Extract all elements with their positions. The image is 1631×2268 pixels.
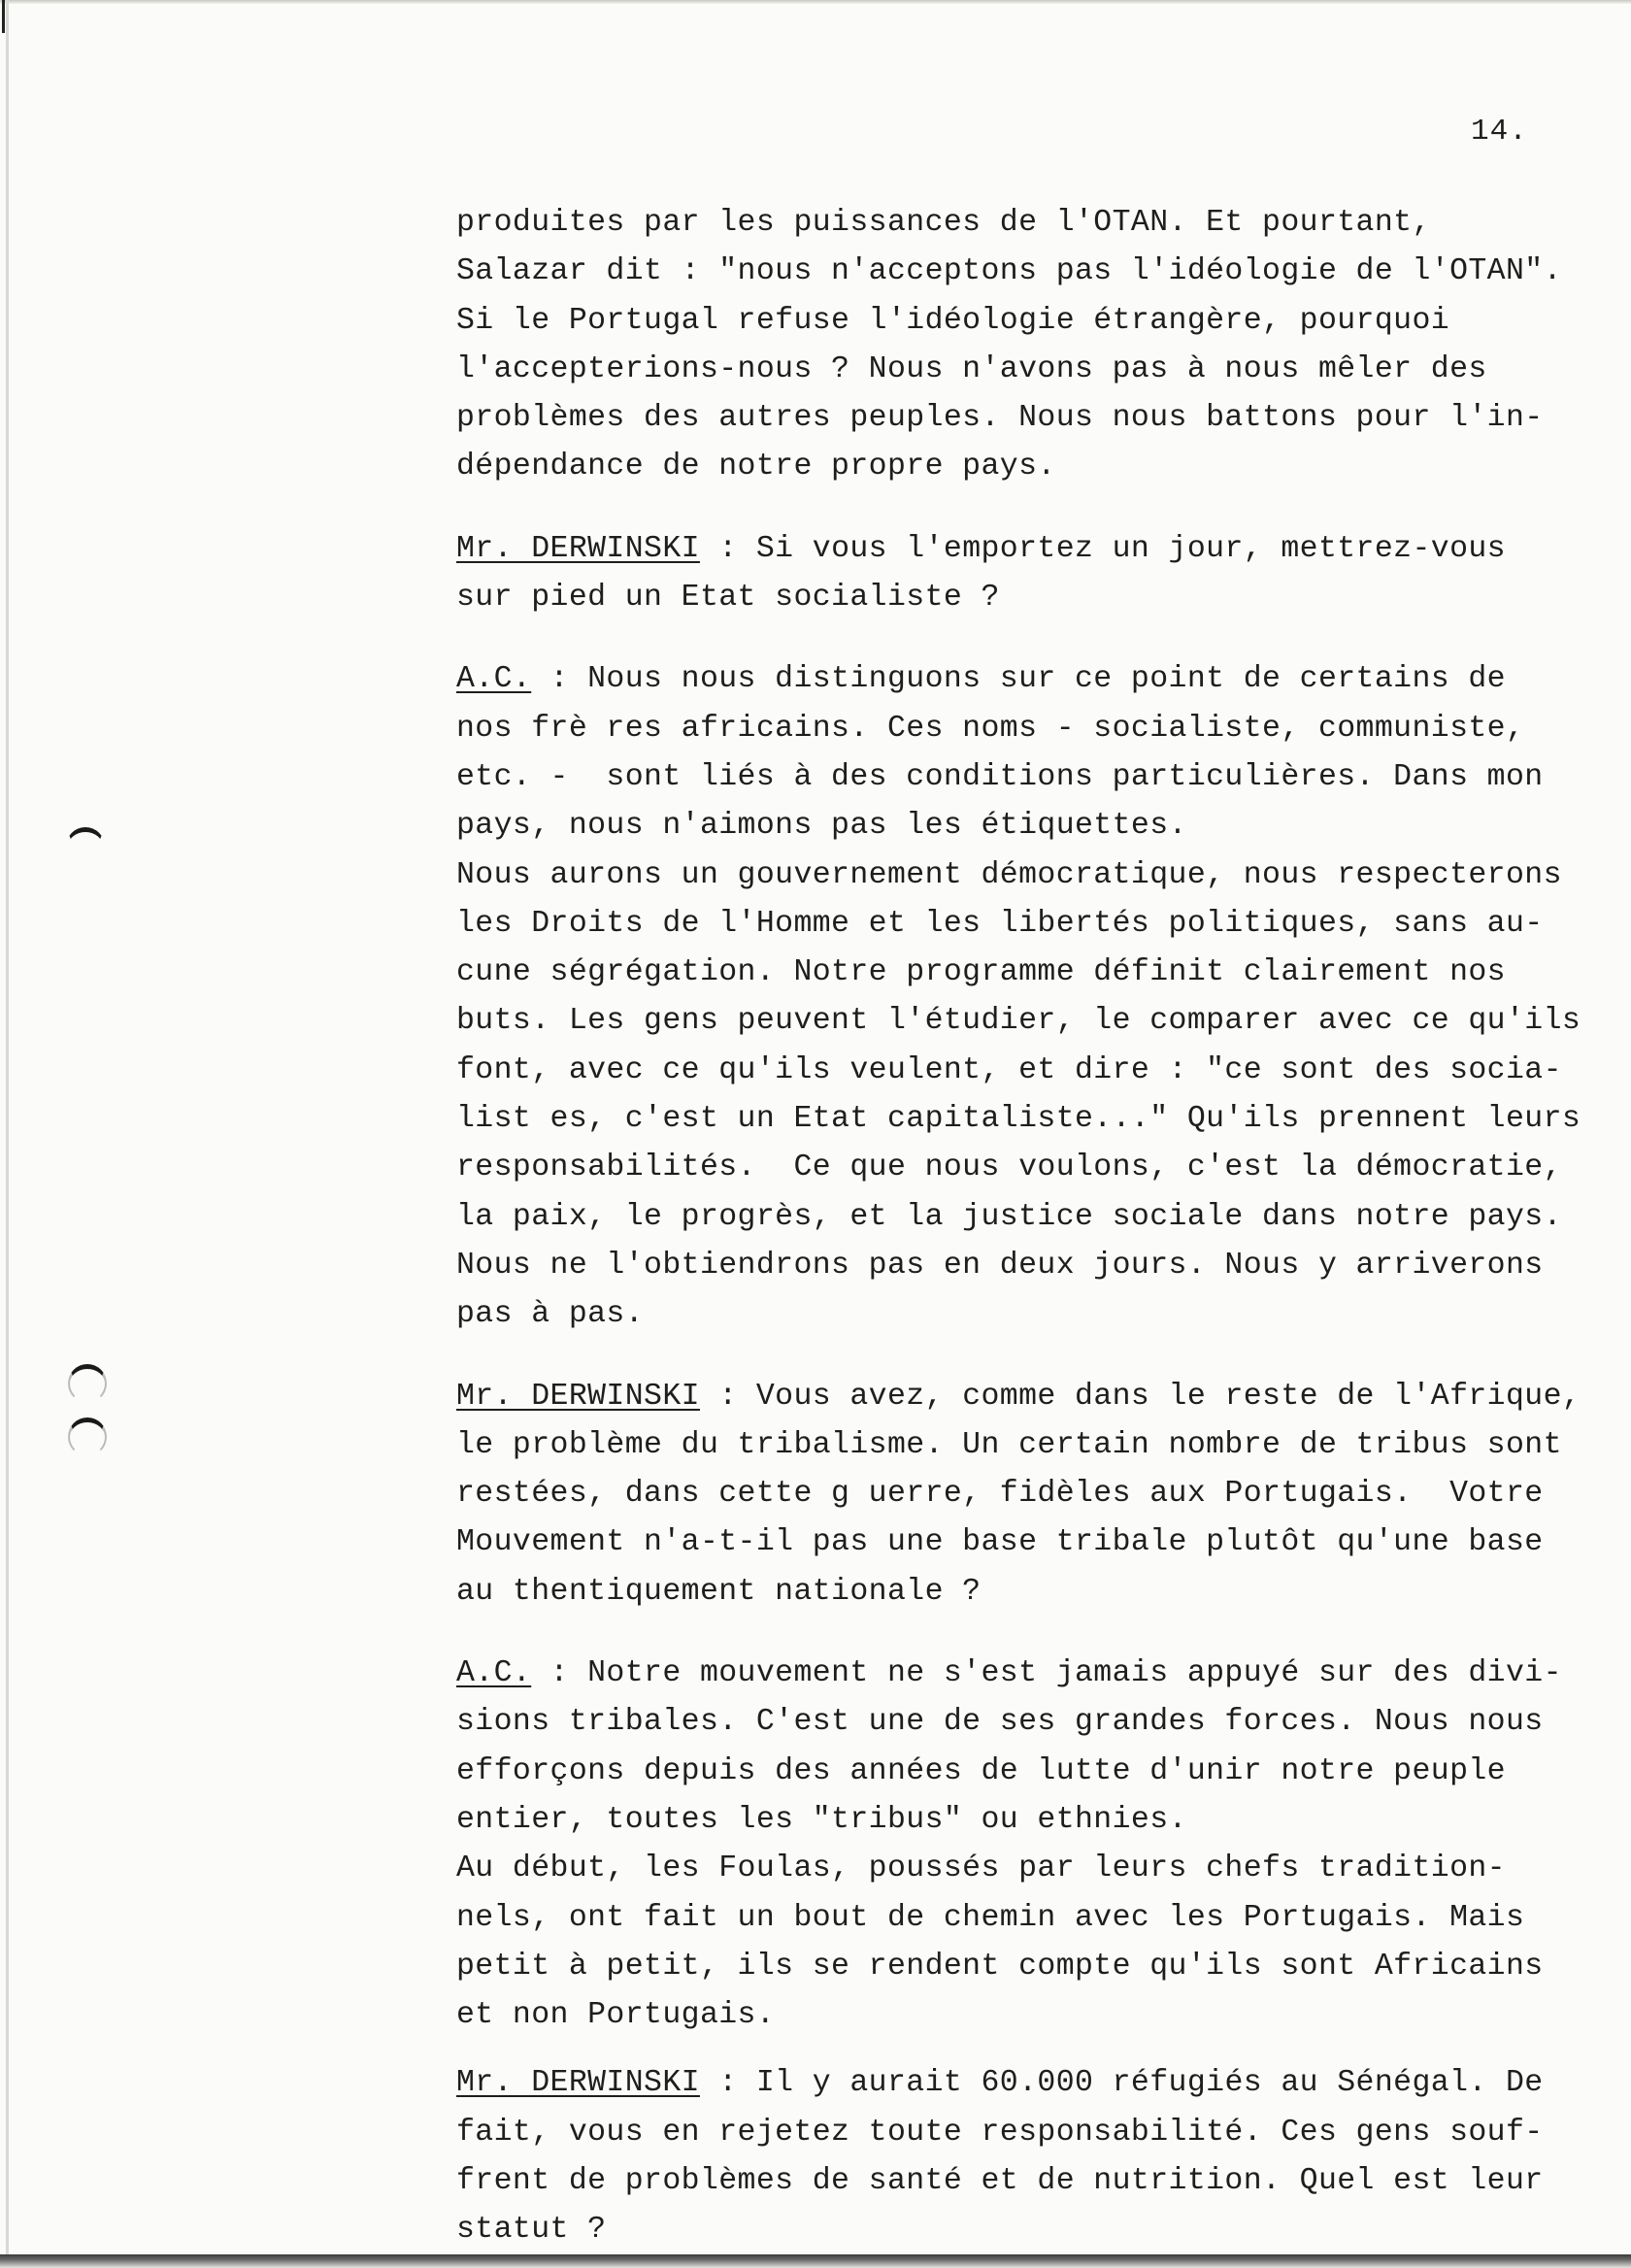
text-line: fait, vous en rejetez toute responsabilité. Ces gens souf- [456, 2115, 1544, 2150]
page-number: 14. [1471, 115, 1528, 149]
text-line: petit à petit, ils se rendent compte qu'ils sont Africains [456, 1949, 1544, 1984]
paragraph [456, 2059, 1592, 2254]
speaker-label: A.C. [456, 1656, 532, 1691]
paragraph [456, 655, 1592, 1339]
paragraph [456, 1373, 1592, 1617]
text-line: cune ségrégation. Notre programme définit clairement nos [456, 955, 1506, 990]
text-line: entier, toutes les "tribus" ou ethnies. [456, 1802, 1187, 1837]
text-line: nos frè res africains. Ces noms - socialiste, communiste, [456, 711, 1525, 746]
text-line: pays, nous n'aimons pas les étiquettes. [456, 809, 1187, 844]
text-line: responsabilités. Ce que nous voulons, c'est la démocratie, [456, 1151, 1562, 1185]
text-line: Nous ne l'obtiendrons pas en deux jours. Nous y arriverons [456, 1248, 1544, 1283]
punch-hole [68, 1418, 107, 1456]
text-line: frent de problèmes de santé et de nutrition. Quel est leur [456, 2163, 1544, 2198]
transcript-body [456, 199, 1592, 2255]
speaker-label: Mr. DERWINSKI [456, 1379, 700, 1414]
text-line: font, avec ce qu'ils veulent, et dire : "ce sont des socia- [456, 1052, 1562, 1087]
text-line: pas à pas. [456, 1297, 645, 1332]
text-line: sur pied un Etat socialiste ? [456, 581, 1000, 616]
line-text: : Il y aurait 60.000 réfugiés au Sénégal. De [699, 2066, 1544, 2101]
line-text: : Notre mouvement ne s'est jamais appuyé sur des divi- [531, 1656, 1562, 1691]
text-line: le problème du tribalisme. Un certain nombre de tribus sont [456, 1427, 1562, 1462]
line-text: : Vous avez, comme dans le reste de l'Afrique, [699, 1379, 1581, 1414]
line-text: : Nous nous distinguons sur ce point de certains de [531, 662, 1506, 697]
text-line: dépendance de notre propre pays. [456, 450, 1056, 484]
page-bottom-edge [0, 2254, 1631, 2268]
text-line: Nous aurons un gouvernement démocratique, nous respecterons [456, 857, 1562, 892]
text-line: Mouvement n'a-t-il pas une base tribale plutôt qu'une base [456, 1525, 1544, 1560]
paragraph [456, 1650, 1592, 2040]
text-line: nels, ont fait un bout de chemin avec les Portugais. Mais [456, 1900, 1525, 1935]
text-line [456, 525, 1592, 574]
text-line: Au début, les Foulas, poussés par leurs chefs tradition- [456, 1851, 1506, 1886]
text-line: restées, dans cette g uerre, fidèles aux Portugais. Votre [456, 1477, 1544, 1512]
paragraph [456, 525, 1592, 623]
page-left-edge [6, 0, 9, 2268]
text-line [456, 1373, 1592, 1421]
text-line: statut ? [456, 2213, 607, 2248]
text-line: l'accepterions-nous ? Nous n'avons pas à nous mêler des [456, 351, 1487, 386]
text-line: au thentiquement nationale ? [456, 1574, 982, 1609]
text-line: produites par les puissances de l'OTAN. Et pourtant, [456, 206, 1431, 240]
text-line [456, 655, 1592, 704]
text-line: buts. Les gens peuvent l'étudier, le comparer avec ce qu'ils [456, 1004, 1581, 1039]
text-line: etc. - sont liés à des conditions particulières. Dans mon [456, 759, 1544, 794]
speaker-label: Mr. DERWINSKI [456, 2066, 700, 2101]
line-text: : Si vous l'emportez un jour, mettrez-vous [699, 531, 1506, 566]
text-line [456, 1650, 1592, 1698]
text-line: et non Portugais. [456, 1998, 776, 2033]
text-line: Salazar dit : "nous n'acceptons pas l'idéologie de l'OTAN". [456, 254, 1562, 289]
text-line [456, 2059, 1592, 2108]
page-top-edge [0, 0, 1631, 4]
binding-mark [2, 0, 5, 33]
text-line: efforçons depuis des années de lutte d'unir notre peuple [456, 1753, 1506, 1788]
text-line: les Droits de l'Homme et les libertés politiques, sans au- [456, 906, 1544, 941]
text-line: Si le Portugal refuse l'idéologie étrangère, pourquoi [456, 303, 1450, 338]
text-line: problèmes des autres peuples. Nous nous battons pour l'in- [456, 401, 1544, 436]
text-line: sions tribales. C'est une de ses grandes forces. Nous nous [456, 1705, 1544, 1740]
paragraph [456, 199, 1592, 492]
speaker-label: Mr. DERWINSKI [456, 531, 700, 566]
text-line: la paix, le progrès, et la justice sociale dans notre pays. [456, 1199, 1562, 1234]
punch-hole [68, 1364, 107, 1403]
text-line: list es, c'est un Etat capitaliste..." Qu'ils prennent leurs [456, 1102, 1581, 1137]
speaker-label: A.C. [456, 662, 532, 697]
punch-hole [66, 827, 105, 866]
